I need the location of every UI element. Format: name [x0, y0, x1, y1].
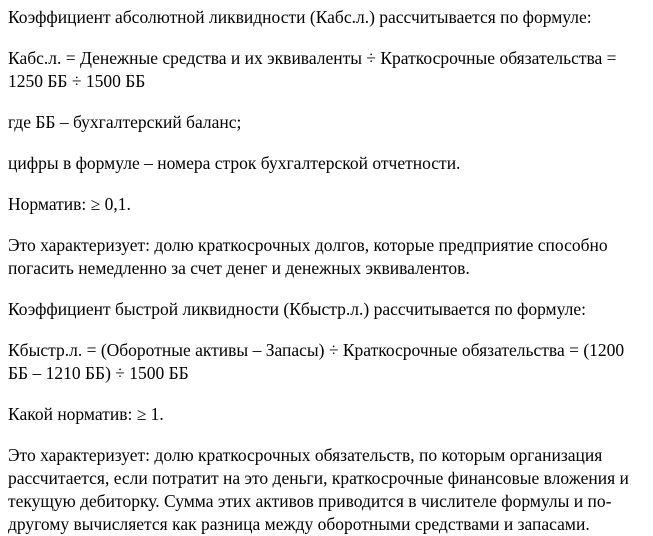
paragraph-quick-norm: Какой норматив: ≥ 1.	[8, 404, 164, 424]
paragraph-quick-meaning: Это характеризует: долю краткосрочных обязательств, по которым организация рассчитается, если потратит на это деньги, краткосрочные финансовые вложения и текущую дебиторку. Сумма этих активов приводится в числителе формулы и по-другому вычисляется как разница между оборотными средствами и запасами.	[8, 445, 629, 534]
paragraph-absolute-norm: Норматив: ≥ 0,1.	[8, 194, 131, 214]
paragraph-absolute-liquidity-formula: Кабс.л. = Денежные средства и их эквиваленты ÷ Краткосрочные обязательства = 1250 ББ ÷ 1500 ББ	[8, 48, 617, 91]
paragraph-absolute-liquidity-intro: Коэффициент абсолютной ликвидности (Кабс.л.) рассчитывается по формуле:	[8, 7, 592, 27]
paragraph-formula-numbers-note: цифры в формуле – номера строк бухгалтерской отчетности.	[8, 153, 461, 173]
paragraph-quick-liquidity-intro: Коэффициент быстрой ликвидности (Кбыстр.л.) рассчитывается по формуле:	[8, 299, 586, 319]
document-body	[8, 6, 646, 536]
paragraph-absolute-meaning: Это характеризует: долю краткосрочных долгов, которые предприятие способно погасить немедленно за счет денег и денежных эквивалентов.	[8, 235, 608, 278]
paragraph-bb-definition: где ББ – бухгалтерский баланс;	[8, 112, 242, 132]
paragraph-quick-liquidity-formula: Кбыстр.л. = (Оборотные активы – Запасы) ÷ Краткосрочные обязательства = (1200 ББ – 1210 ББ) ÷ 1500 ББ	[8, 340, 625, 383]
